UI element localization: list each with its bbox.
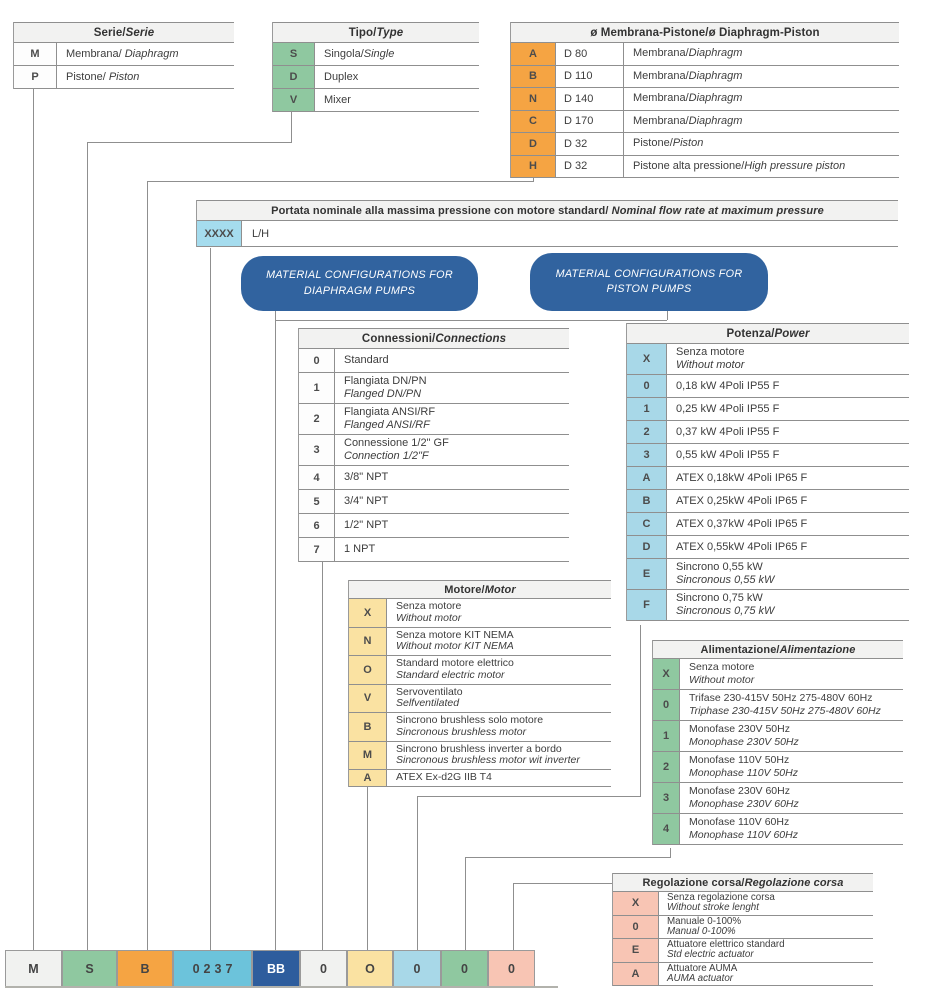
table-potenza [626,323,909,621]
description-cell: Duplex [324,70,359,83]
potenza-row-C [627,513,909,536]
regolazione-row-0 [613,916,873,940]
description-cell: Membrana/Diaphragm [633,47,743,60]
connector-line [147,181,534,182]
tipo-row-V [273,89,479,112]
flow-unit-cell: L/H [252,227,270,240]
diameter-cell: D 32 [556,133,624,155]
table-regolazione-corsa [612,873,873,986]
description-cell: ATEX Ex-d2G IIB T4 [396,771,492,783]
connector-line [275,320,667,321]
code-cell: P [14,66,57,88]
code-box-portata: 0237 [173,950,252,987]
description-cell: Connessione 1/2" GF Connection 1/2"F [344,437,449,462]
connector-line [87,142,88,950]
code-cell: 0 [653,690,680,720]
code-cell: X [627,344,667,374]
description-cell: Standard [344,354,389,367]
table-serie-title: Serie/Serie [14,22,234,43]
connector-line [417,796,418,950]
description-cell: Pistone/Piston [633,137,704,150]
code-cell: 5 [299,490,335,513]
table-membrana-pistone [510,22,899,178]
code-cell: O [349,656,387,684]
description-cell: Mixer [324,93,351,106]
table-tipo [272,22,479,112]
code-cell: 2 [653,752,680,782]
connessioni-row-6 [299,514,569,538]
alimentazione-row-X [653,659,903,690]
code-cell: E [627,559,667,589]
code-box-serie: M [5,950,62,987]
code-cell: X [613,892,659,915]
portata-row [197,221,898,247]
regolazione-row-A [613,963,873,987]
description-cell: 3/4" NPT [344,495,389,508]
table-connessioni-title: Connessioni/Connections [299,328,569,349]
code-box-regolazione: 0 [488,950,535,987]
connector-line [465,857,671,858]
regolazione-row-E [613,939,873,963]
connector-line [417,796,641,797]
connector-line [147,181,148,950]
description-cell: Pistone/ Piston [66,70,140,83]
code-box-alimentazione: 0 [441,950,488,987]
potenza-row-D [627,536,909,559]
code-row-baseline [5,986,558,988]
description-cell: ATEX 0,18kW 4Poli IP65 F [676,471,808,484]
table-regolazione-title: Regolazione corsa/Regolazione corsa [613,873,873,892]
code-cell: 0 [299,349,335,372]
code-cell: 1 [627,398,667,420]
connector-line [465,857,466,950]
code-cell: 3 [653,783,680,813]
description-cell: 0,18 kW 4Poli IP55 F [676,379,780,392]
code-cell: C [511,111,556,133]
connessioni-row-1 [299,373,569,404]
description-cell: Senza regolazione corsa Without stroke lenght [667,892,775,914]
description-cell: Attuatore AUMA AUMA actuator [667,962,738,984]
potenza-row-2 [627,421,909,444]
code-cell: 2 [299,404,335,434]
table-serie [13,22,234,89]
description-cell: Servoventilato Selfventilated [396,685,463,710]
description-cell: Membrana/ Diaphragm [66,47,179,60]
code-cell: D [273,66,315,88]
connessioni-row-3 [299,435,569,466]
code-cell: 1 [653,721,680,751]
description-cell: 1 NPT [344,543,376,556]
code-cell: D [627,536,667,558]
description-cell: Sincrono 0,75 kW Sincronous 0,75 kW [676,592,775,617]
code-cell: B [627,490,667,512]
description-cell: Manuale 0-100% Manual 0-100% [667,915,742,937]
table-alimentazione [652,640,903,845]
membrana-row-H [511,156,899,179]
callout-piston-pumps: MATERIAL CONFIGURATIONS FOR PISTON PUMPS [530,253,768,311]
membrana-row-N [511,88,899,111]
diameter-cell: D 80 [556,43,624,65]
potenza-row-A [627,467,909,490]
description-cell: Monofase 110V 60Hz Monophase 110V 60Hz [689,816,798,841]
serie-row-P [14,66,234,89]
potenza-row-X [627,344,909,375]
alimentazione-row-3 [653,783,903,814]
description-cell: 0,55 kW 4Poli IP55 F [676,448,780,461]
code-cell: A [511,43,556,65]
callout-diaphragm-pumps: MATERIAL CONFIGURATIONS FOR DIAPHRAGM PUMPS [241,256,478,311]
description-cell: 1/2" NPT [344,519,389,532]
code-cell: 4 [653,814,680,844]
description-cell: Attuatore elettrico standard Std electric actuator [667,939,785,961]
description-cell: Pistone alta pressione/High pressure piston [633,159,846,172]
diameter-cell: D 32 [556,156,624,178]
code-cell: A [349,770,387,786]
code-cell: F [627,590,667,620]
code-box-motore: O [347,950,393,987]
diameter-cell: D 140 [556,88,624,110]
connector-line [210,248,211,950]
potenza-row-B [627,490,909,513]
connector-line [513,883,613,884]
description-cell: ATEX 0,25kW 4Poli IP65 F [676,494,808,507]
connector-line [367,786,368,950]
code-cell: 0 [627,375,667,397]
motore-row-B [349,713,611,742]
potenza-row-F [627,590,909,621]
potenza-row-1 [627,398,909,421]
description-cell: Membrana/Diaphragm [633,92,743,105]
membrana-row-D [511,133,899,156]
table-motore-title: Motore/Motor [349,580,611,599]
motore-row-N [349,628,611,657]
connector-line [670,848,671,857]
connector-line [667,311,668,320]
table-motore [348,580,611,787]
motore-row-A [349,770,611,787]
description-cell: Membrana/Diaphragm [633,114,743,127]
description-cell: Monofase 230V 50Hz Monophase 230V 50Hz [689,723,799,748]
tipo-row-D [273,66,479,89]
description-cell: Senza motore KIT NEMA Without motor KIT NEMA [396,628,514,653]
code-cell: V [273,89,315,111]
code-cell: X [653,659,680,689]
connector-line [513,883,514,950]
code-cell: A [613,963,659,986]
connessioni-row-4 [299,466,569,490]
serie-row-M [14,43,234,66]
code-cell: C [627,513,667,535]
diameter-cell: D 170 [556,111,624,133]
table-connessioni [298,328,569,562]
description-cell: Flangiata ANSI/RF Flanged ANSI/RF [344,406,436,431]
tipo-row-S [273,43,479,66]
membrana-row-A [511,43,899,66]
code-cell: 6 [299,514,335,537]
code-box-materiali: BB [252,950,300,987]
code-cell: A [627,467,667,489]
description-cell: ATEX 0,37kW 4Poli IP65 F [676,517,808,530]
membrana-row-C [511,111,899,134]
code-cell: M [14,43,57,65]
connector-line [291,110,292,142]
code-cell: 1 [299,373,335,403]
code-cell: 7 [299,538,335,561]
description-cell: Flangiata DN/PN Flanged DN/PN [344,375,427,400]
code-cell: 0 [613,916,659,939]
code-cell: N [511,88,556,110]
code-cell: 4 [299,466,335,489]
connessioni-row-5 [299,490,569,514]
motore-row-X [349,599,611,628]
code-cell: M [349,742,387,770]
description-cell: 0,25 kW 4Poli IP55 F [676,402,780,415]
description-cell: Senza motore Without motor [676,346,745,371]
code-cell: E [613,939,659,962]
motore-row-O [349,656,611,685]
connessioni-row-7 [299,538,569,562]
code-box-potenza: 0 [393,950,441,987]
connector-line [33,88,34,950]
alimentazione-row-2 [653,752,903,783]
description-cell: Sincrono 0,55 kW Sincronous 0,55 kW [676,561,775,586]
description-cell: Sincrono brushless solo motore Sincronous brushless motor [396,714,544,738]
table-membrana-title: ø Membrana-Pistone/ø Diaphragm-Piston [511,22,899,43]
table-portata-title: Portata nominale alla massima pressione con motore standard/ Nominal flow rate at maximum pressure [197,200,898,221]
connector-line [640,625,641,796]
connessioni-row-0 [299,349,569,373]
alimentazione-row-0 [653,690,903,721]
description-cell: Membrana/Diaphragm [633,69,743,82]
connector-line [322,556,323,950]
connector-line [275,310,276,950]
code-cell: X [349,599,387,627]
description-cell: 3/8" NPT [344,471,389,484]
description-cell: Monofase 110V 50Hz Monophase 110V 50Hz [689,754,798,779]
table-portata [196,200,898,247]
motore-row-V [349,685,611,714]
description-cell: ATEX 0,55kW 4Poli IP65 F [676,540,808,553]
description-cell: Sincrono brushless inverter a bordo Sincronous brushless motor wit inverter [396,742,580,767]
code-cell: 3 [627,444,667,466]
motore-row-M [349,742,611,771]
description-cell: Standard motore elettrico Standard electric motor [396,657,514,681]
code-cell: B [349,713,387,741]
code-box-tipo: S [62,950,117,987]
membrana-row-B [511,66,899,89]
description-cell: 0,37 kW 4Poli IP55 F [676,425,780,438]
connector-line [87,142,292,143]
description-cell: Singola/Single [324,47,395,60]
code-box-diametro: B [117,950,173,987]
regolazione-row-X [613,892,873,916]
description-cell: Senza motore Without motor [396,600,462,624]
potenza-row-0 [627,375,909,398]
potenza-row-3 [627,444,909,467]
alimentazione-row-4 [653,814,903,845]
code-cell: S [273,43,315,65]
description-cell: Monofase 230V 60Hz Monophase 230V 60Hz [689,785,799,810]
code-cell: XXXX [197,221,242,246]
code-cell: N [349,628,387,656]
code-cell: B [511,66,556,88]
code-cell: H [511,156,556,178]
alimentazione-row-1 [653,721,903,752]
code-cell: 2 [627,421,667,443]
table-tipo-title: Tipo/Type [273,22,479,43]
code-cell: D [511,133,556,155]
potenza-row-E [627,559,909,590]
diameter-cell: D 110 [556,66,624,88]
description-cell: Senza motore Without motor [689,661,755,686]
table-potenza-title: Potenza/Power [627,323,909,344]
code-cell: 3 [299,435,335,465]
code-box-connessioni: 0 [300,950,347,987]
connessioni-row-2 [299,404,569,435]
code-cell: V [349,685,387,713]
description-cell: Trifase 230-415V 50Hz 275-480V 60Hz Triphase 230-415V 50Hz 275-480V 60Hz [689,692,881,717]
table-alimentazione-title: Alimentazione/Alimentazione [653,640,903,659]
